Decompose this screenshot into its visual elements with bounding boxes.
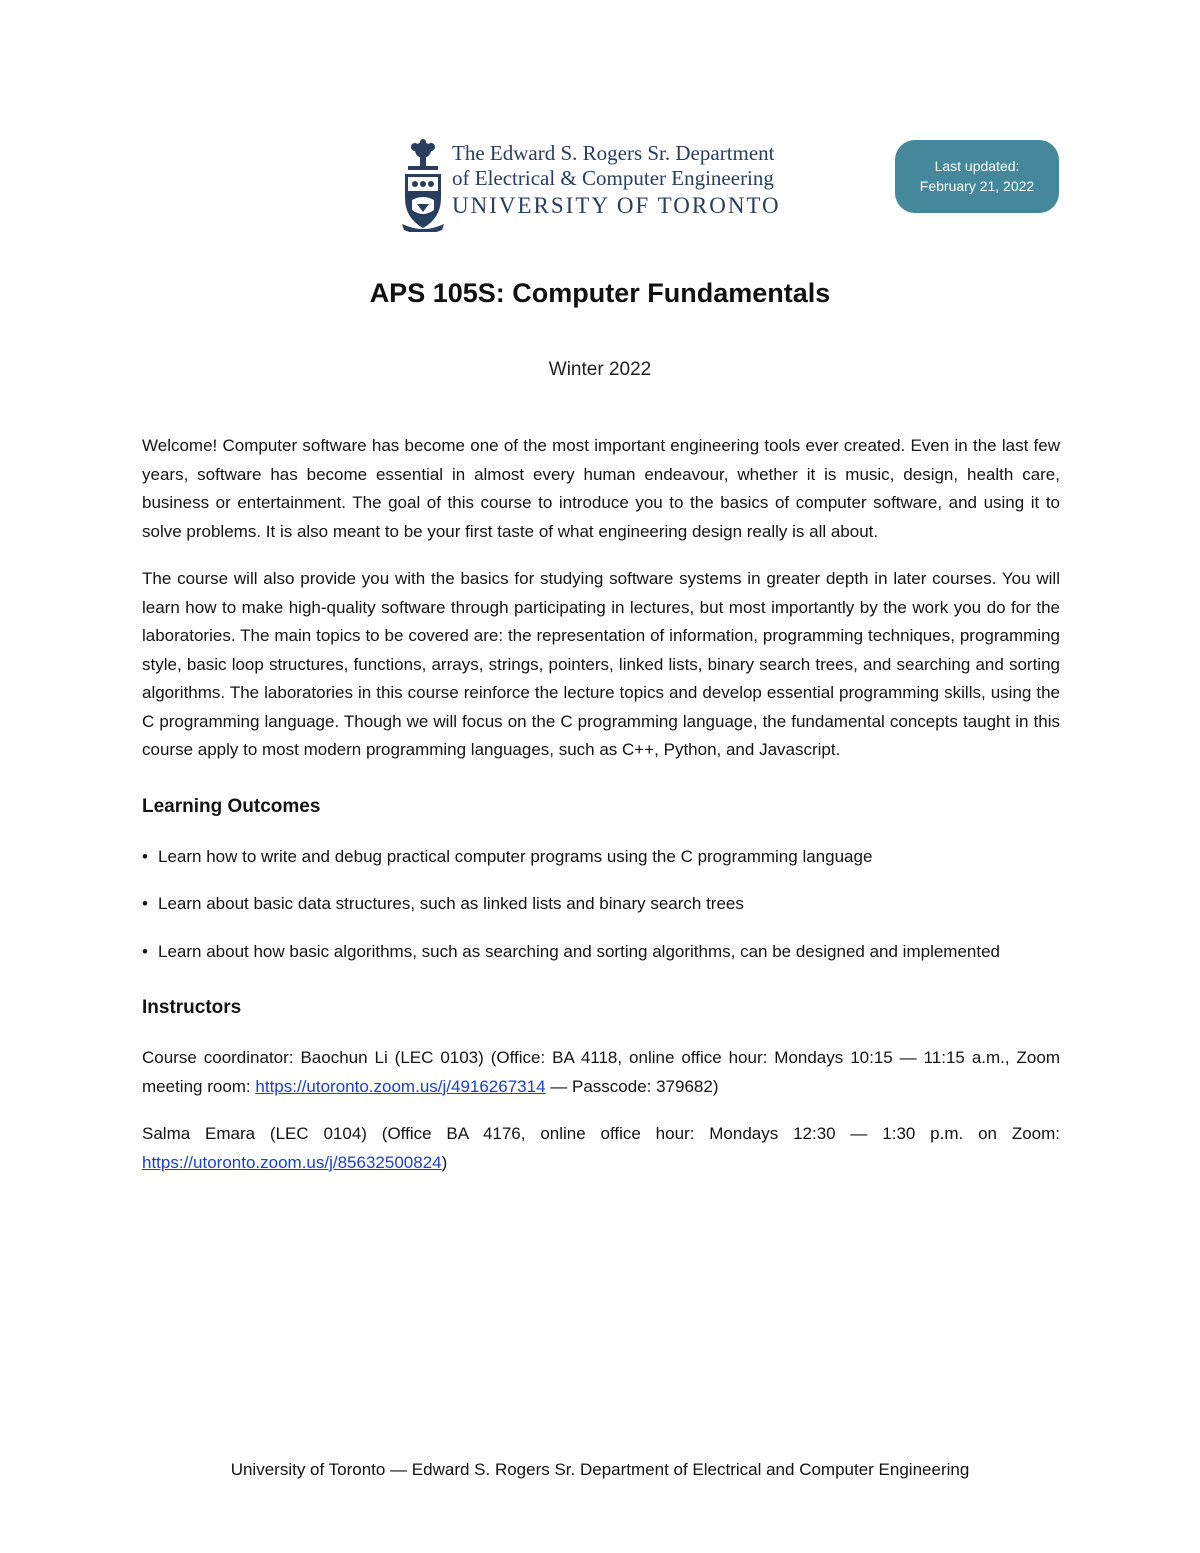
instructors-heading: Instructors bbox=[142, 997, 242, 1018]
learning-outcomes-heading: Learning Outcomes bbox=[142, 795, 321, 817]
last-updated-label: Last updated: bbox=[934, 158, 1020, 174]
last-updated-badge bbox=[895, 140, 1059, 213]
instructor-li-passcode: — Passcode: 379682) bbox=[545, 1076, 719, 1096]
instructor-li-text: Course coordinator: Baochun Li (LEC 0103) (Office: BA 4118, online office hour: Mondays 10:15 — 11:15 a.m., Zoom meeting room: bbox=[142, 1048, 1060, 1096]
list-item: • Learn about how basic algorithms, such as searching and sorting algorithms, can be designed and implemented bbox=[142, 938, 1060, 967]
page-header bbox=[0, 0, 1200, 250]
list-item: • Learn about basic data structures, such as linked lists and binary search trees bbox=[142, 890, 1060, 919]
department-name-line-2: of Electrical & Computer Engineering bbox=[452, 166, 774, 190]
intro-paragraph-1: Welcome! Computer software has become one of the most important engineering tools ever created. Even in the last few years, software has become essential in almost every human endeavour, whether it is music, design, health care, business or entertainment. The goal of this course to introduce you to the basics of computer software, and using it to solve problems. It is also meant to be your first taste of what engineering design really is all about. bbox=[142, 436, 1060, 541]
zoom-link-li[interactable]: https://utoronto.zoom.us/j/4916267314 bbox=[255, 1076, 546, 1096]
zoom-link-emara[interactable]: https://utoronto.zoom.us/j/85632500824 bbox=[142, 1152, 442, 1172]
department-name-line-1: The Edward S. Rogers Sr. Department bbox=[452, 141, 775, 165]
course-title: APS 105S: Computer Fundamentals bbox=[369, 278, 831, 308]
university-name: UNIVERSITY OF TORONTO bbox=[452, 193, 781, 218]
intro-paragraph-2: The course will also provide you with the basics for studying software systems in greater depth in later courses. You will learn how to make high-quality software through participating in lectures, but most importantly by the work you do for the laboratories. The main topics to be covered are: the representation of information, programming techniques, programming style, basic loop structures, functions, arrays, strings, pointers, linked lists, binary search trees, and searching and sorting algorithms. The laboratories in this course reinforce the lecture topics and develop essential programming skills, using the C programming language. Though we will focus on the C programming language, the fundamental concepts taught in this course apply to most modern programming languages, such as C++, Python, and Javascript. bbox=[142, 569, 1060, 759]
university-crest-icon bbox=[402, 138, 444, 232]
main-content bbox=[142, 432, 1060, 1196]
last-updated-date: February 21, 2022 bbox=[919, 178, 1035, 194]
page-footer: University of Toronto — Edward S. Rogers Sr. Department of Electrical and Computer Engineering bbox=[230, 1460, 970, 1479]
instructor-li bbox=[142, 1044, 1060, 1101]
list-item: • Learn how to write and debug practical computer programs using the C programming language bbox=[142, 843, 1060, 872]
course-term: Winter 2022 bbox=[548, 359, 652, 380]
instructor-emara bbox=[142, 1120, 1060, 1177]
instructor-emara-text: Salma Emara (LEC 0104) (Office BA 4176, online office hour: Mondays 12:30 — 1:30 p.m. on Zoom: bbox=[142, 1124, 1060, 1143]
instructor-emara-closing: ) bbox=[441, 1152, 448, 1172]
learning-outcomes-list bbox=[142, 843, 1060, 967]
